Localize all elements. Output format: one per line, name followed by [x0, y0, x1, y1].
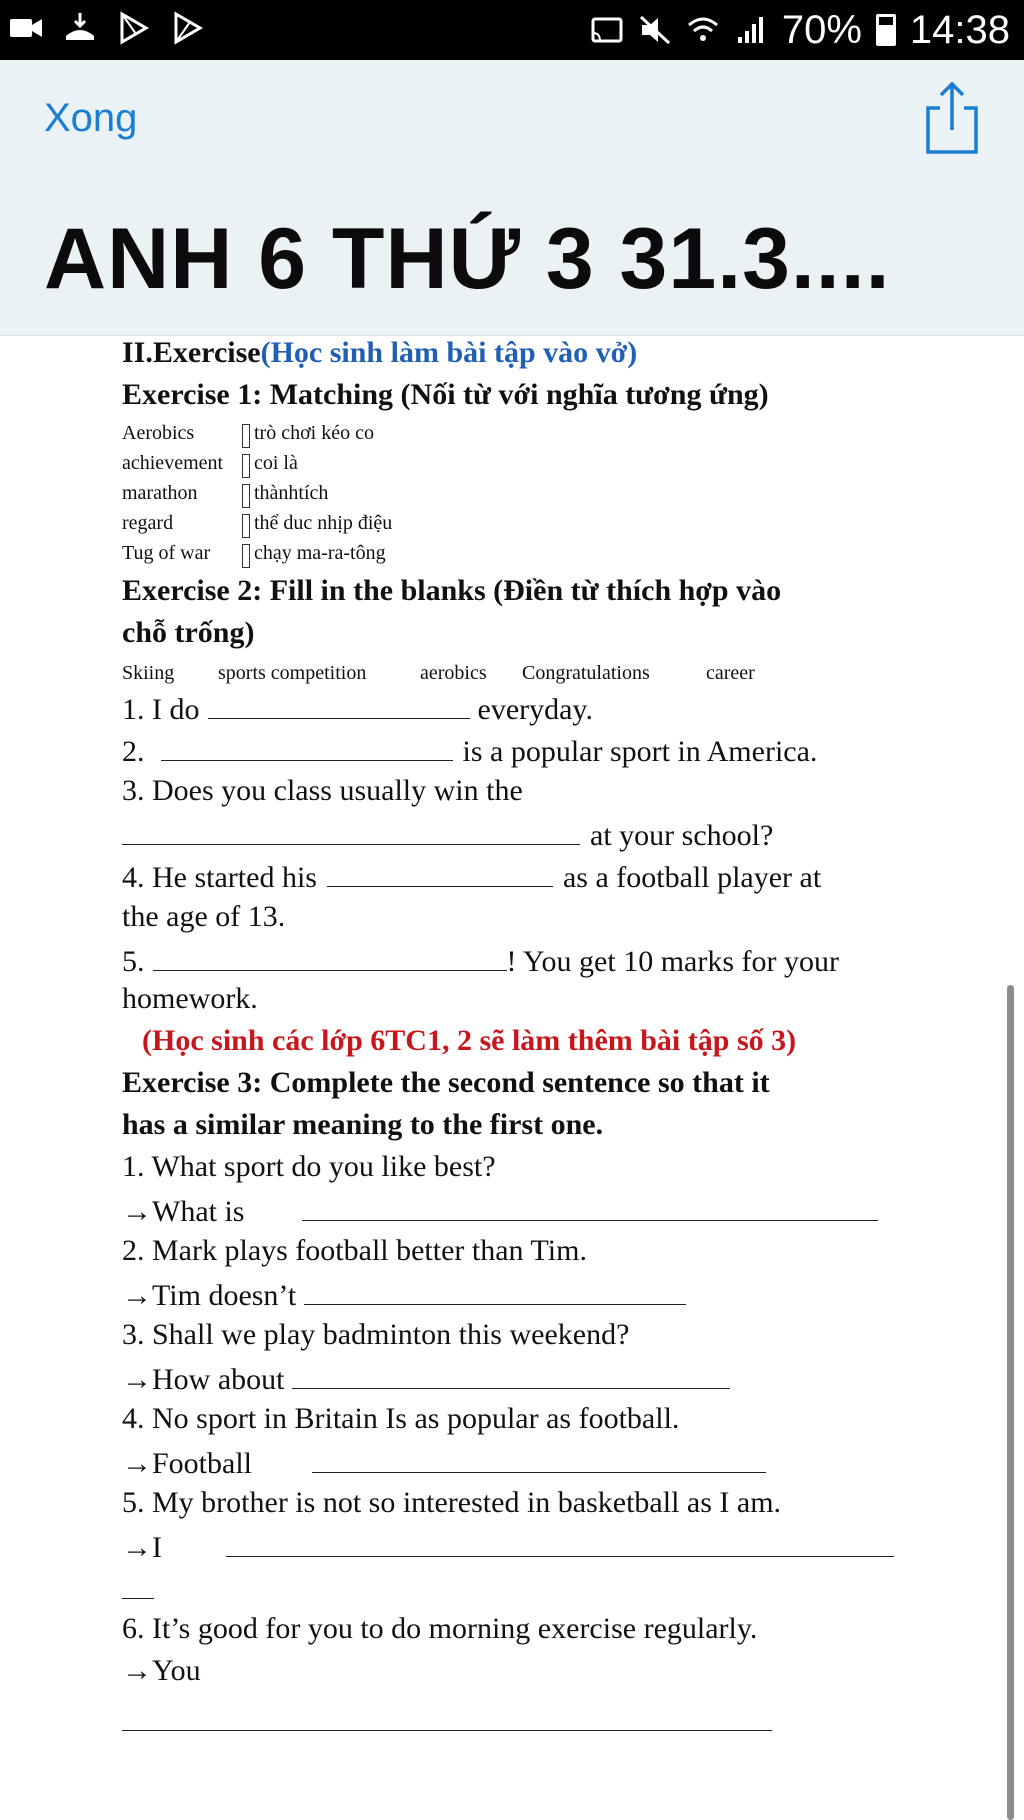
- ex3-answer-6-cont: [122, 1702, 772, 1739]
- match-word: Aerobics: [122, 422, 195, 444]
- answer-blank[interactable]: [226, 1528, 894, 1557]
- match-box: [242, 484, 250, 508]
- section-heading: [122, 336, 637, 370]
- exercise-2-title-line-1: Exercise 2: Fill in the blanks (Điền từ thích hợp vào: [122, 574, 782, 607]
- question-text: everyday.: [477, 693, 593, 726]
- exercise-2-title-line-2: chỗ trống): [122, 616, 255, 649]
- ex2-question-4: [122, 858, 821, 895]
- section-note: (Học sinh làm bài tập vào vở): [260, 336, 638, 369]
- ex3-question-3: 3. Shall we play badminton this weekend?: [122, 1318, 630, 1351]
- question-text: as a football player at: [562, 861, 822, 894]
- share-icon[interactable]: [922, 78, 982, 156]
- match-box: [242, 544, 250, 568]
- document-page: [0, 336, 1024, 1820]
- match-word: regard: [122, 512, 174, 534]
- ex3-answer-5: [122, 1528, 894, 1565]
- question-text: at your school?: [590, 819, 774, 852]
- answer-prefix: →Football: [122, 1447, 253, 1480]
- done-button[interactable]: Xong: [44, 96, 138, 140]
- question-text: is a popular sport in America.: [462, 735, 818, 768]
- answer-prefix: →How about: [122, 1363, 285, 1396]
- answer-blank[interactable]: [304, 1276, 686, 1305]
- clock: 14:38: [909, 7, 1010, 52]
- ex3-answer-1: [122, 1192, 878, 1229]
- question-text: 2.: [122, 735, 145, 768]
- ex3-question-1: 1. What sport do you like best?: [122, 1150, 496, 1183]
- battery-percent: 70%: [781, 7, 862, 52]
- ex2-question-4-cont: the age of 13.: [122, 900, 286, 933]
- answer-prefix: →What is: [122, 1195, 245, 1228]
- answer-blank[interactable]: [161, 732, 453, 761]
- word-bank-item: Congratulations: [522, 662, 650, 684]
- ex3-answer-5-cont: [122, 1570, 154, 1607]
- ex3-answer-3: [122, 1360, 730, 1397]
- answer-blank[interactable]: [122, 1702, 772, 1731]
- word-bank-item: career: [706, 662, 755, 684]
- ex3-answer-6: →You: [122, 1654, 201, 1687]
- question-text: 3. Does you class usually win the: [122, 774, 523, 807]
- answer-blank[interactable]: [292, 1360, 730, 1389]
- video-camera-icon: [8, 10, 44, 46]
- ex3-question-5: 5. My brother is not so interested in basketball as I am.: [122, 1486, 782, 1519]
- ex2-question-3-cont: [122, 816, 773, 853]
- cast-icon: [590, 13, 624, 47]
- status-left-icons: [8, 10, 206, 46]
- red-note: (Học sinh các lớp 6TC1, 2 sẽ làm thêm bài tập số 3): [142, 1024, 797, 1057]
- ex3-question-4: 4. No sport in Britain Is as popular as football.: [122, 1402, 680, 1435]
- answer-blank[interactable]: [208, 690, 470, 719]
- word-bank-item: aerobics: [420, 662, 487, 684]
- question-text: 4. He started his: [122, 861, 317, 894]
- scrollbar[interactable]: [1007, 985, 1014, 1820]
- section-prefix: II.Exercise: [122, 336, 261, 369]
- match-meaning: thể duc nhịp điệu: [254, 512, 393, 534]
- match-meaning: thànhtích: [254, 482, 329, 504]
- match-box: [242, 514, 250, 538]
- answer-blank[interactable]: [122, 816, 580, 845]
- match-word: achievement: [122, 452, 224, 474]
- match-word: marathon: [122, 482, 198, 504]
- answer-blank[interactable]: [153, 942, 507, 971]
- question-text: 5.: [122, 945, 145, 978]
- status-bar: [0, 0, 1024, 60]
- match-word: Tug of war: [122, 542, 211, 564]
- answer-blank[interactable]: [327, 858, 553, 887]
- exercise-3-title-line-2: has a similar meaning to the first one.: [122, 1108, 604, 1141]
- ex3-answer-2: [122, 1276, 686, 1313]
- ex2-question-3: [122, 774, 523, 808]
- match-box: [242, 454, 250, 478]
- match-box: [242, 424, 250, 448]
- match-meaning: chạy ma-ra-tông: [254, 542, 386, 564]
- wifi-icon: [686, 13, 720, 47]
- answer-blank[interactable]: [312, 1444, 766, 1473]
- answer-blank[interactable]: [302, 1192, 878, 1221]
- question-text: 1. I do: [122, 693, 200, 726]
- answer-prefix: →Tim doesn’t: [122, 1279, 297, 1312]
- battery-icon: [876, 14, 896, 46]
- status-right: [590, 4, 1010, 56]
- match-meaning: trò chơi kéo co: [254, 422, 374, 444]
- ex3-question-2: 2. Mark plays football better than Tim.: [122, 1234, 587, 1267]
- signal-icon: [734, 13, 768, 47]
- ex2-question-5-cont: homework.: [122, 982, 258, 1015]
- exercise-3-title-line-1: Exercise 3: Complete the second sentence so that it: [122, 1066, 770, 1099]
- document-title: ANH 6 THỨ 3 31.3....: [44, 211, 891, 307]
- play-store-alt-icon: [170, 10, 206, 46]
- ex3-answer-4: [122, 1444, 766, 1481]
- mute-icon: [638, 13, 672, 47]
- question-text: ! You get 10 marks for your: [506, 945, 839, 978]
- download-icon: [62, 10, 98, 46]
- ex2-question-5: [122, 942, 839, 979]
- word-bank-item: sports competition: [218, 662, 367, 684]
- answer-prefix: →I: [122, 1531, 162, 1564]
- ex2-question-2: [122, 732, 817, 769]
- match-meaning: coi là: [254, 452, 298, 474]
- ex2-question-1: [122, 690, 593, 727]
- answer-blank[interactable]: [122, 1570, 154, 1599]
- exercise-1-title: Exercise 1: Matching (Nối từ với nghĩa tương ứng): [122, 378, 769, 411]
- viewer-header: [0, 60, 1024, 336]
- ex3-question-6: 6. It’s good for you to do morning exercise regularly.: [122, 1612, 758, 1645]
- word-bank-item: Skiing: [122, 662, 175, 684]
- play-store-icon: [116, 10, 152, 46]
